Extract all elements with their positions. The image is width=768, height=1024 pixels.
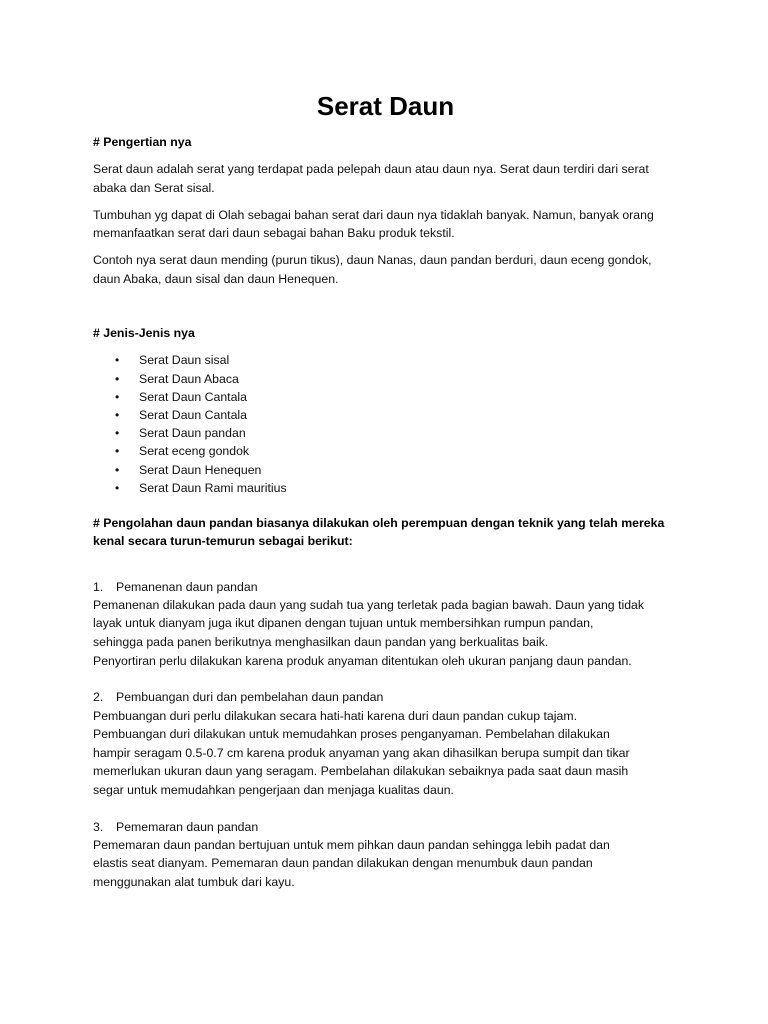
step-heading	[93, 688, 678, 706]
document-content	[93, 88, 678, 892]
step-title: Pememaran daun pandan	[116, 819, 259, 834]
list-item-label: Serat Daun pandan	[139, 426, 246, 441]
list-item	[93, 442, 678, 460]
section-heading-pengertian: # Pengertian nya	[93, 135, 192, 149]
bullet-list	[93, 351, 678, 497]
bullet-icon: •	[115, 462, 120, 477]
step-heading	[93, 578, 678, 596]
step-line: Penyortiran perlu dilakukan karena produk anyaman ditentukan oleh ukuran panjang daun pandan.	[93, 653, 632, 668]
list-item-label: Serat eceng gondok	[139, 444, 250, 459]
step-line: Pembuangan duri perlu dilakukan secara hati-hati karena duri daun pandan cukup tajam.	[93, 708, 577, 723]
step-title: Pemanenan daun pandan	[116, 579, 258, 594]
step-line: menggunakan alat tumbuk dari kayu.	[93, 875, 295, 890]
step-line: elastis seat dianyam. Pememaran daun pandan dilakukan dengan menumbuk daun pandan	[93, 856, 593, 871]
list-item	[93, 351, 678, 369]
list-item	[93, 388, 678, 406]
step-number: 3.	[93, 819, 104, 834]
list-item	[93, 479, 678, 497]
list-item	[93, 370, 678, 388]
spacer	[93, 800, 678, 818]
step-line: Pememaran daun pandan bertujuan untuk mem pihkan daun pandan sehingga lebih padat dan	[93, 837, 610, 852]
list-item-label: Serat Daun Cantala	[139, 407, 248, 422]
paragraph: Contoh nya serat daun mending (purun tikus), daun Nanas, daun pandan berduri, daun eceng gondok, daun Abaka, daun sisal dan daun Henequen.	[93, 253, 652, 286]
step-title: Pembuangan duri dan pembelahan daun pandan	[116, 690, 384, 705]
spacer	[93, 560, 678, 578]
step-line: Pemanenan dilakukan pada daun yang sudah tua yang terletak pada bagian bawah. Daun yang tidak	[93, 597, 645, 612]
bullet-icon: •	[115, 480, 120, 495]
paragraph: Tumbuhan yg dapat di Olah sebagai bahan serat dari daun nya tidaklah banyak. Namun, banyak orang memanfaatkan serat dari daun sebagai bahan Baku produk tekstil.	[93, 207, 654, 241]
spacer	[93, 670, 678, 688]
spacer	[93, 297, 678, 324]
bullet-icon: •	[115, 371, 120, 386]
bullet-icon: •	[115, 426, 120, 441]
step-line: layak untuk dianyam juga ikut dipanen dengan tujuan untuk membersihkan rumpun pandan,	[93, 616, 594, 631]
page-title: Serat Daun	[316, 91, 455, 121]
bullet-icon: •	[115, 407, 120, 422]
step-number: 2.	[93, 690, 104, 705]
list-item-label: Serat Daun Henequen	[139, 462, 262, 477]
list-item	[93, 406, 678, 424]
bullet-icon: •	[115, 389, 120, 404]
step-number: 1.	[93, 579, 104, 594]
step-line: Pembuangan duri dilakukan untuk memudahkan proses penganyaman. Pembelahan dilakukan	[93, 727, 610, 742]
list-item-label: Serat Daun Cantala	[139, 389, 248, 404]
list-item-label: Serat Daun Abaca	[139, 371, 239, 386]
step-line: segar untuk memudahkan pengerjaan dan menjaga kualitas daun.	[93, 782, 454, 797]
list-item	[93, 424, 678, 442]
list-item-label: Serat Daun sisal	[139, 353, 230, 368]
step-line: sehingga pada panen berikutnya menghasilkan daun pandan yang berkualitas baik.	[93, 635, 549, 650]
paragraph: Serat daun adalah serat yang terdapat pada pelepah daun atau daun nya. Serat daun terdiri dari serat abaka dan Serat sisal.	[93, 162, 649, 195]
bullet-icon: •	[115, 444, 120, 459]
section-heading-jenis: # Jenis-Jenis nya	[93, 326, 195, 341]
section-heading-pengolahan: # Pengolahan daun pandan biasanya dilakukan oleh perempuan dengan teknik yang telah mereka kenal secara turun-temurun sebagai berikut:	[93, 516, 665, 549]
step-heading	[93, 818, 678, 836]
list-item	[93, 461, 678, 479]
step-line: hampir seragam 0.5-0.7 cm karena produk anyaman yang akan dihasilkan berupa sumpit dan tikar	[93, 745, 630, 760]
step-line: memerlukan ukuran daun yang seragam. Pembelahan dilakukan sebaiknya pada saat daun masih	[93, 764, 629, 779]
bullet-icon: •	[115, 353, 120, 368]
list-item-label: Serat Daun Rami mauritius	[139, 480, 287, 495]
